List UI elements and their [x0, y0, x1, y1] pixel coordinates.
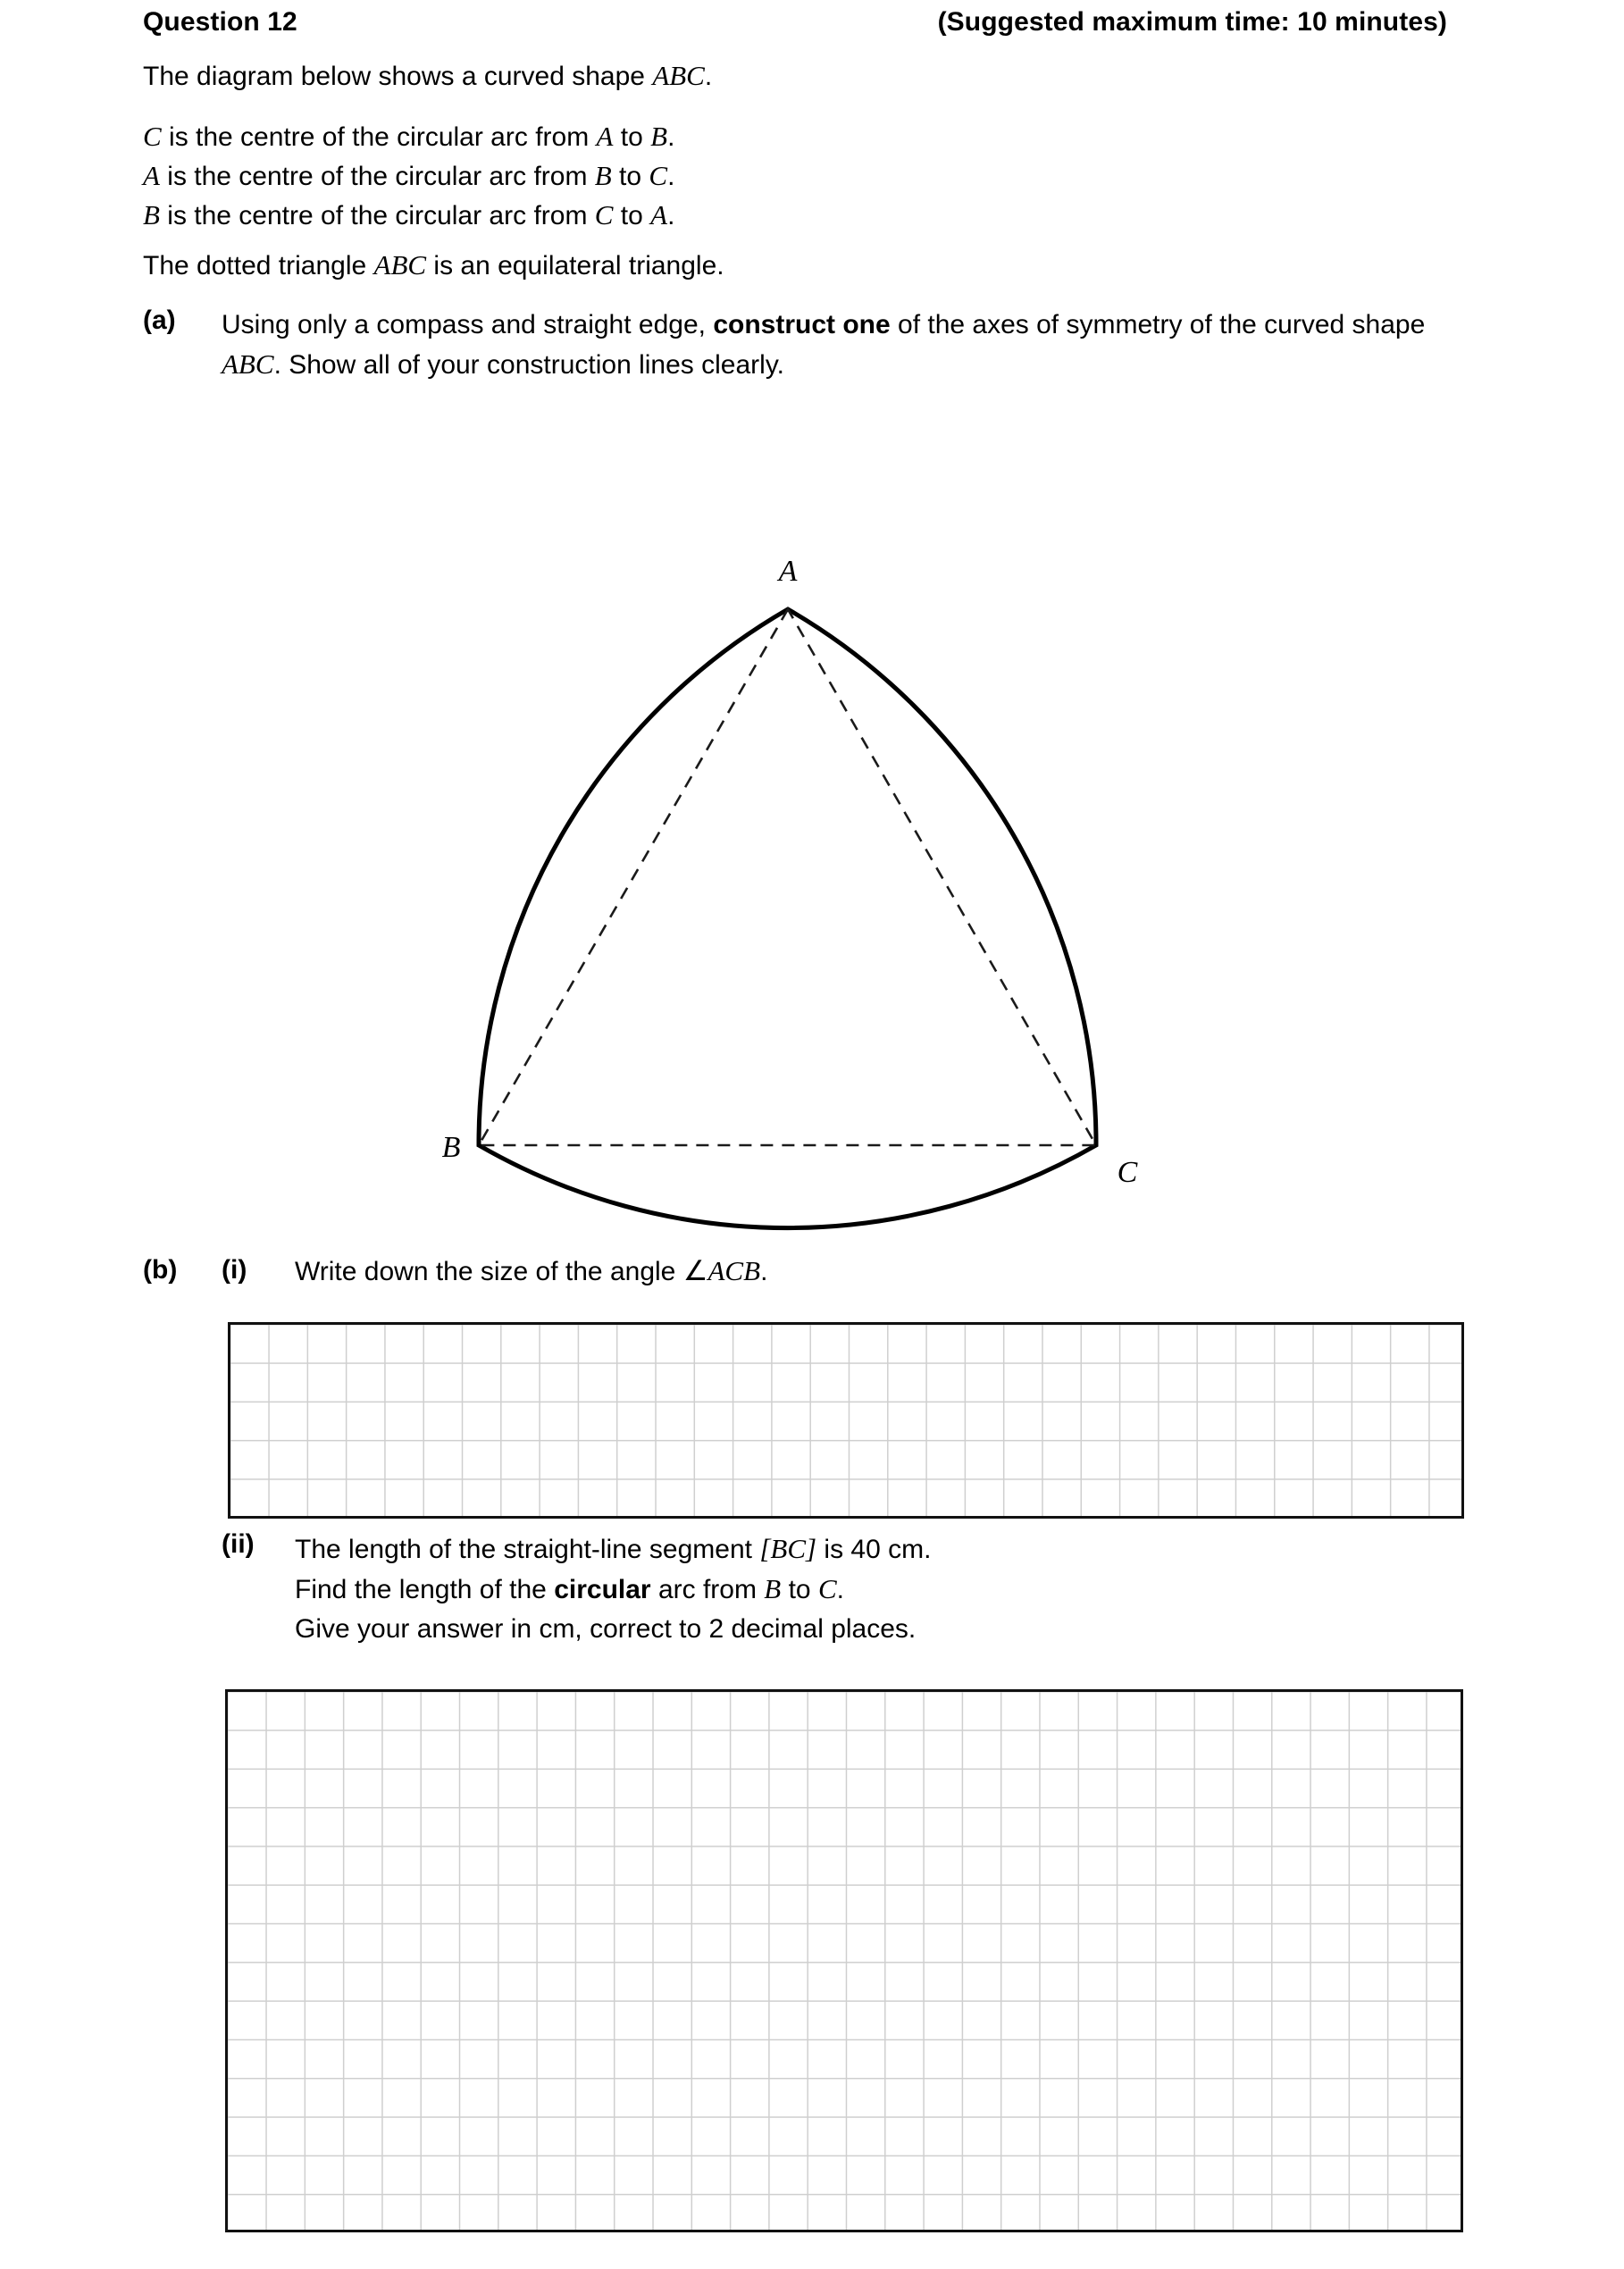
part-b-i-text-post: . [760, 1257, 768, 1286]
part-b-i-label: (i) [222, 1255, 247, 1285]
centre-line-a-mid: is the centre of the circular arc from [159, 162, 595, 191]
centre-line-b-to: A [650, 199, 668, 230]
part-b-ii-text [295, 1529, 931, 1649]
part-b-i-text-pre: Write down the size of the angle [295, 1257, 683, 1286]
answer-grid-b-i[interactable] [228, 1322, 1464, 1519]
centre-line-a-from: B [594, 160, 612, 191]
centre-line-b [143, 198, 674, 233]
dotted-triangle-math: ABC [373, 249, 427, 280]
angle-symbol: ∠ [682, 1255, 708, 1286]
part-b-i-text [295, 1255, 767, 1287]
centre-line-a-to: C [649, 160, 668, 191]
centre-line-a-point: A [143, 160, 160, 191]
part-b-i-text-math: ACB [707, 1255, 761, 1286]
centre-line-b-end: . [667, 201, 675, 230]
part-b-ii-line2-post: . [836, 1575, 844, 1604]
part-b-ii-label: (ii) [222, 1529, 255, 1559]
part-b-ii-line2-mid: arc from [650, 1575, 765, 1604]
intro-line-shape [143, 59, 712, 94]
part-a-text-math: ABC [222, 348, 274, 380]
dotted-triangle-pre: The dotted triangle [143, 251, 374, 280]
vertex-label-a: A [778, 555, 798, 588]
part-a-label: (a) [143, 306, 176, 335]
curved-shape-outline [479, 609, 1096, 1228]
part-b-label: (b) [143, 1255, 178, 1285]
diagram-svg [0, 536, 1624, 1251]
centre-line-b-point: B [143, 199, 160, 230]
part-a-text-post: . Show all of your construction lines clearly. [273, 350, 784, 380]
dashed-equilateral-triangle [479, 609, 1096, 1145]
centre-line-c-point: C [143, 121, 162, 152]
part-b-ii-line3: Give your answer in cm, correct to 2 decimal places. [295, 1614, 917, 1644]
centre-line-c-mid: is the centre of the circular arc from [161, 122, 597, 152]
part-a-text-bold: construct one [713, 310, 891, 339]
suggested-time-note: (Suggested maximum time: 10 minutes) [937, 7, 1447, 37]
intro-line-shape-math: ABC [652, 60, 705, 91]
centre-line-c-toword: to [613, 122, 651, 152]
part-b-ii-line1-math: [BC] [759, 1533, 817, 1564]
part-a-text-mid: of the axes of symmetry of the curved shape [890, 310, 1426, 339]
part-a-text-pre: Using only a compass and straight edge, [222, 310, 714, 339]
part-b-ii-line2-math2: C [817, 1573, 837, 1604]
centre-line-c-end: . [667, 122, 675, 152]
part-a-text [222, 306, 1454, 385]
part-b-ii-line2-bold: circular [554, 1575, 651, 1604]
part-b-ii-line2-to: to [781, 1575, 818, 1604]
centre-line-a-toword: to [611, 162, 649, 191]
dotted-triangle-post: is an equilateral triangle. [426, 251, 724, 280]
centre-line-a [143, 159, 674, 194]
dotted-triangle-note [143, 248, 724, 283]
centre-line-a-end: . [667, 162, 675, 191]
answer-grid-b-ii[interactable] [225, 1689, 1463, 2232]
page-header [143, 7, 1447, 38]
intro-line-shape-pre: The diagram below shows a curved shape [143, 62, 653, 91]
part-b-ii-line1 [295, 1529, 931, 1570]
centre-line-b-mid: is the centre of the circular arc from [159, 201, 595, 230]
intro-line-shape-post: . [704, 62, 713, 91]
centre-line-c-from: A [596, 121, 614, 152]
vertex-label-c: C [1117, 1156, 1138, 1189]
centre-line-b-toword: to [613, 201, 651, 230]
part-b-ii-line2 [295, 1570, 931, 1610]
part-b-ii-line2-pre: Find the length of the [295, 1575, 555, 1604]
centre-line-c-to: B [650, 121, 668, 152]
part-b-ii-line2-math1: B [764, 1573, 782, 1604]
vertex-label-b: B [441, 1131, 461, 1164]
centre-line-c [143, 120, 674, 155]
question-title: Question 12 [143, 7, 297, 37]
part-b-ii-line1-pre: The length of the straight-line segment [295, 1535, 760, 1564]
centre-line-b-from: C [594, 199, 614, 230]
part-b-ii-line1-post: is 40 cm. [816, 1535, 932, 1564]
reuleaux-triangle-diagram [0, 536, 1624, 1251]
